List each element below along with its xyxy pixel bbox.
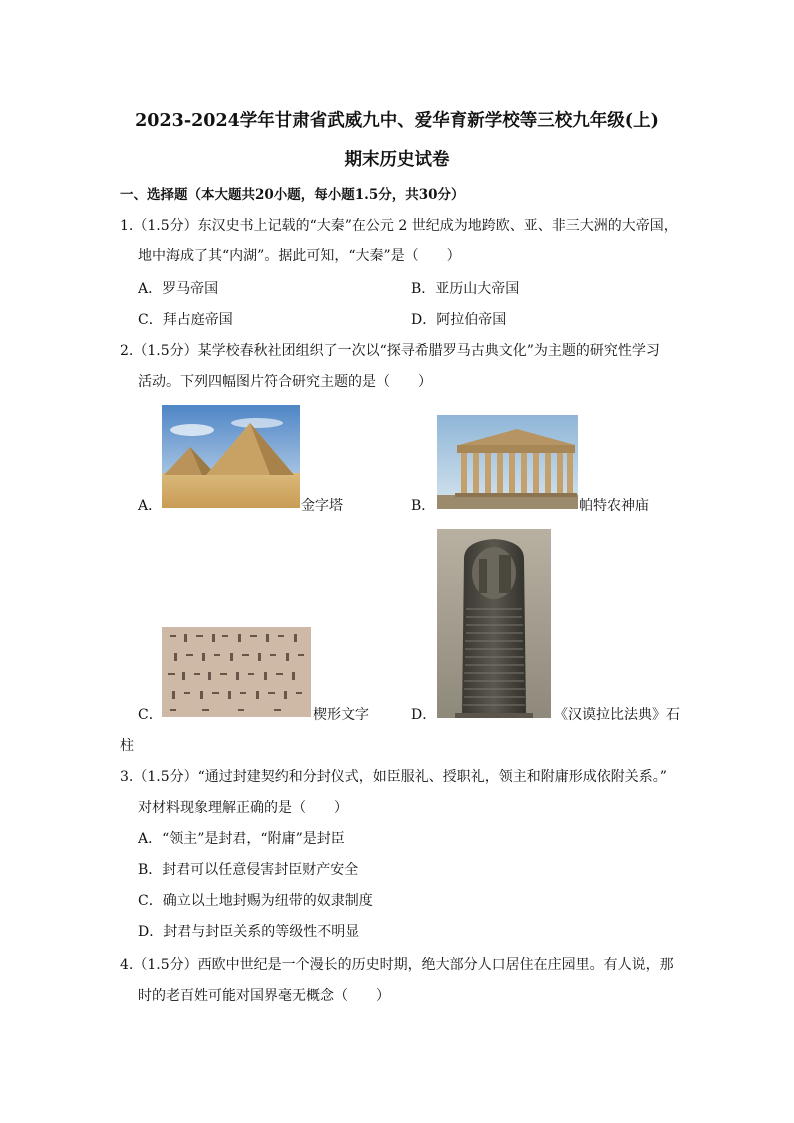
- exam-title-line2: 期末历史试卷: [344, 150, 450, 170]
- q2-option-b: B．: [411, 498, 436, 514]
- q2-caption-b: 帕特农神庙: [579, 498, 649, 514]
- q1-option-c: C．拜占庭帝国: [138, 312, 233, 328]
- q1-stem-line2: 地中海成了其“内湖”。据此可知，“大秦”是（ ）: [138, 248, 461, 264]
- q2-caption-c: 楔形文字: [313, 707, 369, 723]
- q2-option-d: D．: [411, 707, 437, 723]
- pyramids-photo: [162, 405, 300, 508]
- hammurabi-stele-photo: [437, 529, 551, 718]
- q1-option-a: A．罗马帝国: [138, 281, 219, 297]
- section-heading: 一、选择题（本大题共20小题，每小题1.5分，共30分）: [120, 187, 465, 203]
- q2-option-c: C．: [138, 707, 163, 723]
- exam-title-line1: 2023-2024学年甘肃省武威九中、爱华育新学校等三校九年级(上): [135, 111, 659, 131]
- q3-option-d: D．封君与封臣关系的等级性不明显: [138, 924, 360, 940]
- q3-option-a: A．“领主”是封君，“附庸”是封臣: [138, 831, 345, 847]
- q3-option-b: B．封君可以任意侵害封臣财产安全: [138, 862, 359, 878]
- q3-stem-line1: 3.（1.5分）“通过封建契约和分封仪式，如臣服礼、授职礼，领主和附庸形成依附关系。”: [120, 769, 667, 785]
- q2-caption-a: 金字塔: [301, 498, 343, 514]
- q2-stem-line1: 2.（1.5分）某学校春秋社团组织了一次以“探寻希腊罗马古典文化”为主题的研究性学习: [120, 343, 660, 359]
- parthenon-photo: [437, 415, 578, 509]
- q4-stem-line1: 4.（1.5分）西欧中世纪是一个漫长的历史时期，绝大部分人口居住在庄园里。有人说，那: [120, 957, 674, 973]
- q1-option-b: B．亚历山大帝国: [411, 281, 520, 297]
- q1-option-d: D．阿拉伯帝国: [411, 312, 507, 328]
- q3-option-c: C．确立以土地封赐为纽带的奴隶制度: [138, 893, 373, 909]
- q1-stem-line1: 1.（1.5分）东汉史书上记载的“大秦”在公元 2 世纪成为地跨欧、亚、非三大洲的大帝国，: [120, 218, 678, 234]
- q2-caption-d-tail: 柱: [120, 738, 134, 754]
- q2-caption-d: 《汉谟拉比法典》石: [554, 707, 680, 723]
- q2-option-a: A．: [138, 498, 163, 514]
- q3-stem-line2: 对材料现象理解正确的是（ ）: [138, 800, 348, 816]
- q4-stem-line2: 时的老百姓可能对国界毫无概念（ ）: [138, 988, 390, 1004]
- cuneiform-photo: [162, 627, 311, 717]
- q2-stem-line2: 活动。下列四幅图片符合研究主题的是（ ）: [138, 374, 432, 390]
